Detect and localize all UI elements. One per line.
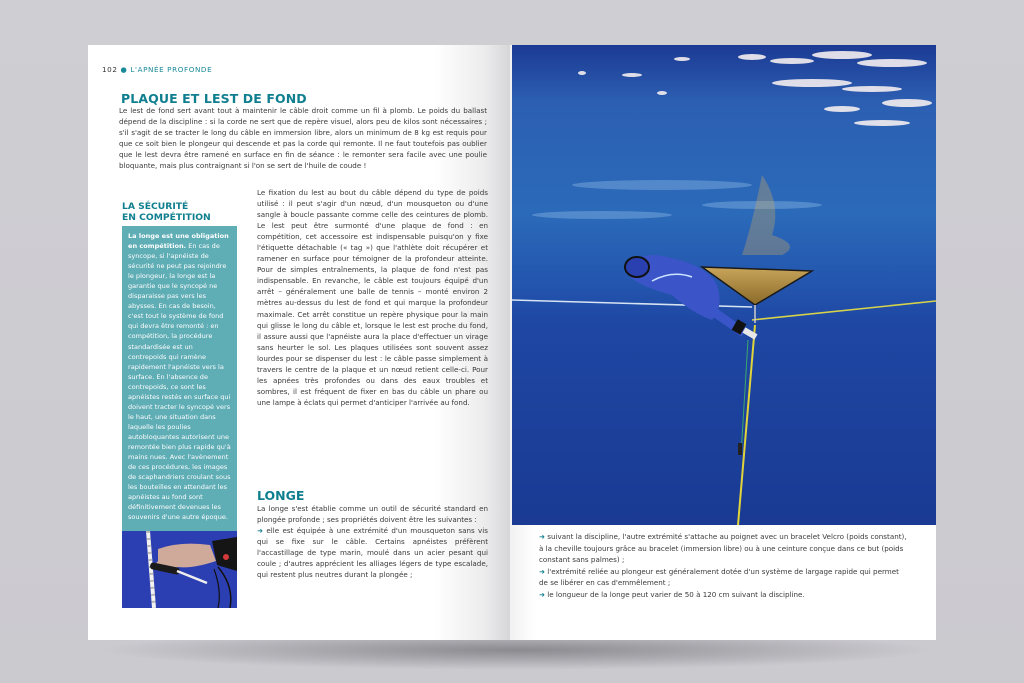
hand-carabiner-illustration: [122, 531, 237, 608]
sidebar-heading-line2: EN COMPÉTITION: [122, 212, 211, 223]
right-bullet-1: [539, 531, 909, 566]
right-bullet-1-text: suivant la discipline, l'autre extrémité s'attache au poignet avec un bracelet Velcro (poids constant), à la cheville toujours grâce au bracelet (immersion libre) ou à une ceinture conçue dans ce but (poids constant sans palmes) ;: [539, 532, 907, 565]
longe-bullet-1-text: elle est équipée à une extrémité d'un mousqueton sans vis qui se fixe sur le câble. Certains apnéistes préfèrent l'accastillage de type marin, moulé dans un acier pesant qui coule ; d'autres apprécient les alliages légers de type escalade, qui restent plus neutres durant la plongée ;: [257, 526, 488, 580]
running-title: L'APNÉE PROFONDE: [130, 65, 213, 74]
fixation-paragraph: Le fixation du lest au bout du câble dépend du type de poids utilisé : il peut s'agir d'un nœud, d'un mousqueton ou d'une sangle à boucle passante comme celle des ceintures de plomb. Le lest peut être surmonté d'une plaque de fond : en compétition, cet accessoire est indispensable puisqu'on y fixe l'étiquette détachable (« tag ») que l'athlète doit récupérer et ramener en surface pour témoigner de la profondeur atteinte. Pour de simples entraînements, la plaque de fond n'est pas indispensable. En revanche, le câble est toujours équipé d'un arrêt – généralement une balle de tennis – monté environ 2 mètres au-dessus du lest de fond et qui marque la profondeur maximale. Cet arrêt constitue un repère physique pour la main qui glisse le long du câble et, lorsque le lest est proche du fond, il assure aussi que l'apnéiste aura la place d'effectuer un virage sans heurter le sol. Les plaques utilisées sont souvent assez lourdes pour se dispenser du lest : le câble passe simplement à travers le centre de la plaque et un nœud retient celle-ci. Pour les apnées très profondes ou dans des eaux troubles et sombres, il est fréquent de fixer en bas du câble un phare ou une lampe à éclats qui permet d'anticiper l'arrivée au fond.: [257, 188, 488, 407]
longe-text: [257, 503, 488, 580]
freediver-illustration: [512, 45, 936, 525]
underwater-photo-freediver: [512, 45, 936, 525]
section-heading-longe: LONGE: [257, 488, 305, 503]
page-number: 102: [102, 65, 118, 74]
longe-bullet-1: [257, 525, 488, 580]
right-bullet-2: [539, 566, 909, 589]
intro-paragraph: Le lest de fond sert avant tout à maintenir le câble droit comme un fil à plomb. Le poids du ballast dépend de la discipline : si la corde ne sert que de repère visuel, alors peu de kilos sont nécessaires ; s'il s'agit de se tracter le long du câble en immersion libre, alors un minimum de 8 kg est requis pour que ce soit bien le plongeur qui descende et pas la corde qui remonte. Il ne faut toutefois pas oublier que le lest devra être ramené en surface en fin de séance : le remonter sera facile avec une poulie bloquante, mais plus contraignant si l'on se sert de l'huile de coude !: [119, 106, 487, 171]
sidebar-box: [122, 226, 237, 531]
arrow-right-icon: ➜: [539, 589, 545, 599]
right-bullet-3: [539, 589, 909, 601]
sidebar-text: En cas de syncope, si l'apnéiste de sécurité ne peut pas rejoindre le plongeur, la longe est la garantie que le syncopé ne disparaisse pas vers les abysses. En cas de besoin, c'est tout le système de fond qui devra être remonté : en compétition, la procédure standardisée est un contrepoids qui ramène rapidement l'apnéiste vers la surface. En l'absence de contrepoids, ce sont les apnéistes restés en surface qui doivent tracter le syncopé vers le haut, une situation dans laquelle les poulies autobloquantes autorisent une remontée bien plus rapide qu'à mains nues. Avec l'avènement de ces procédures, les images de scaphandriers croulant sous les bouteilles en attendant les apnéistes au fond sont définitivement devenues les souvenirs d'une autre époque.: [128, 242, 231, 522]
longe-intro: La longe s'est établie comme un outil de sécurité standard en plongée profonde ; ses propriétés doivent être les suivantes :: [257, 504, 488, 525]
sidebar-lead: La longe est une obligation en compétition.: [128, 232, 229, 251]
arrow-right-icon: ➜: [257, 526, 263, 536]
separator-dot-icon: ●: [120, 65, 128, 74]
column-paragraph: [257, 187, 488, 408]
right-bullets: [539, 531, 909, 601]
left-page: [88, 45, 510, 640]
sidebar-heading-line1: LA SÉCURITÉ: [122, 201, 189, 212]
section-heading-plaque: PLAQUE ET LEST DE FOND: [121, 91, 307, 106]
arrow-right-icon: ➜: [539, 532, 545, 541]
arrow-right-icon: ➜: [539, 566, 545, 576]
right-bullet-3-text: le longueur de la longe peut varier de 50 à 120 cm suivant la discipline.: [547, 589, 805, 599]
running-head: [102, 65, 212, 74]
sidebar-heading: [122, 201, 242, 223]
right-page: [510, 45, 936, 640]
sidebar-photo-hand-carabiner: [122, 531, 237, 608]
right-bullet-2-text: l'extrémité reliée au plongeur est généralement dotée d'un système de largage rapide qui permet de se libérer en cas d'emmêlement ;: [539, 566, 899, 588]
